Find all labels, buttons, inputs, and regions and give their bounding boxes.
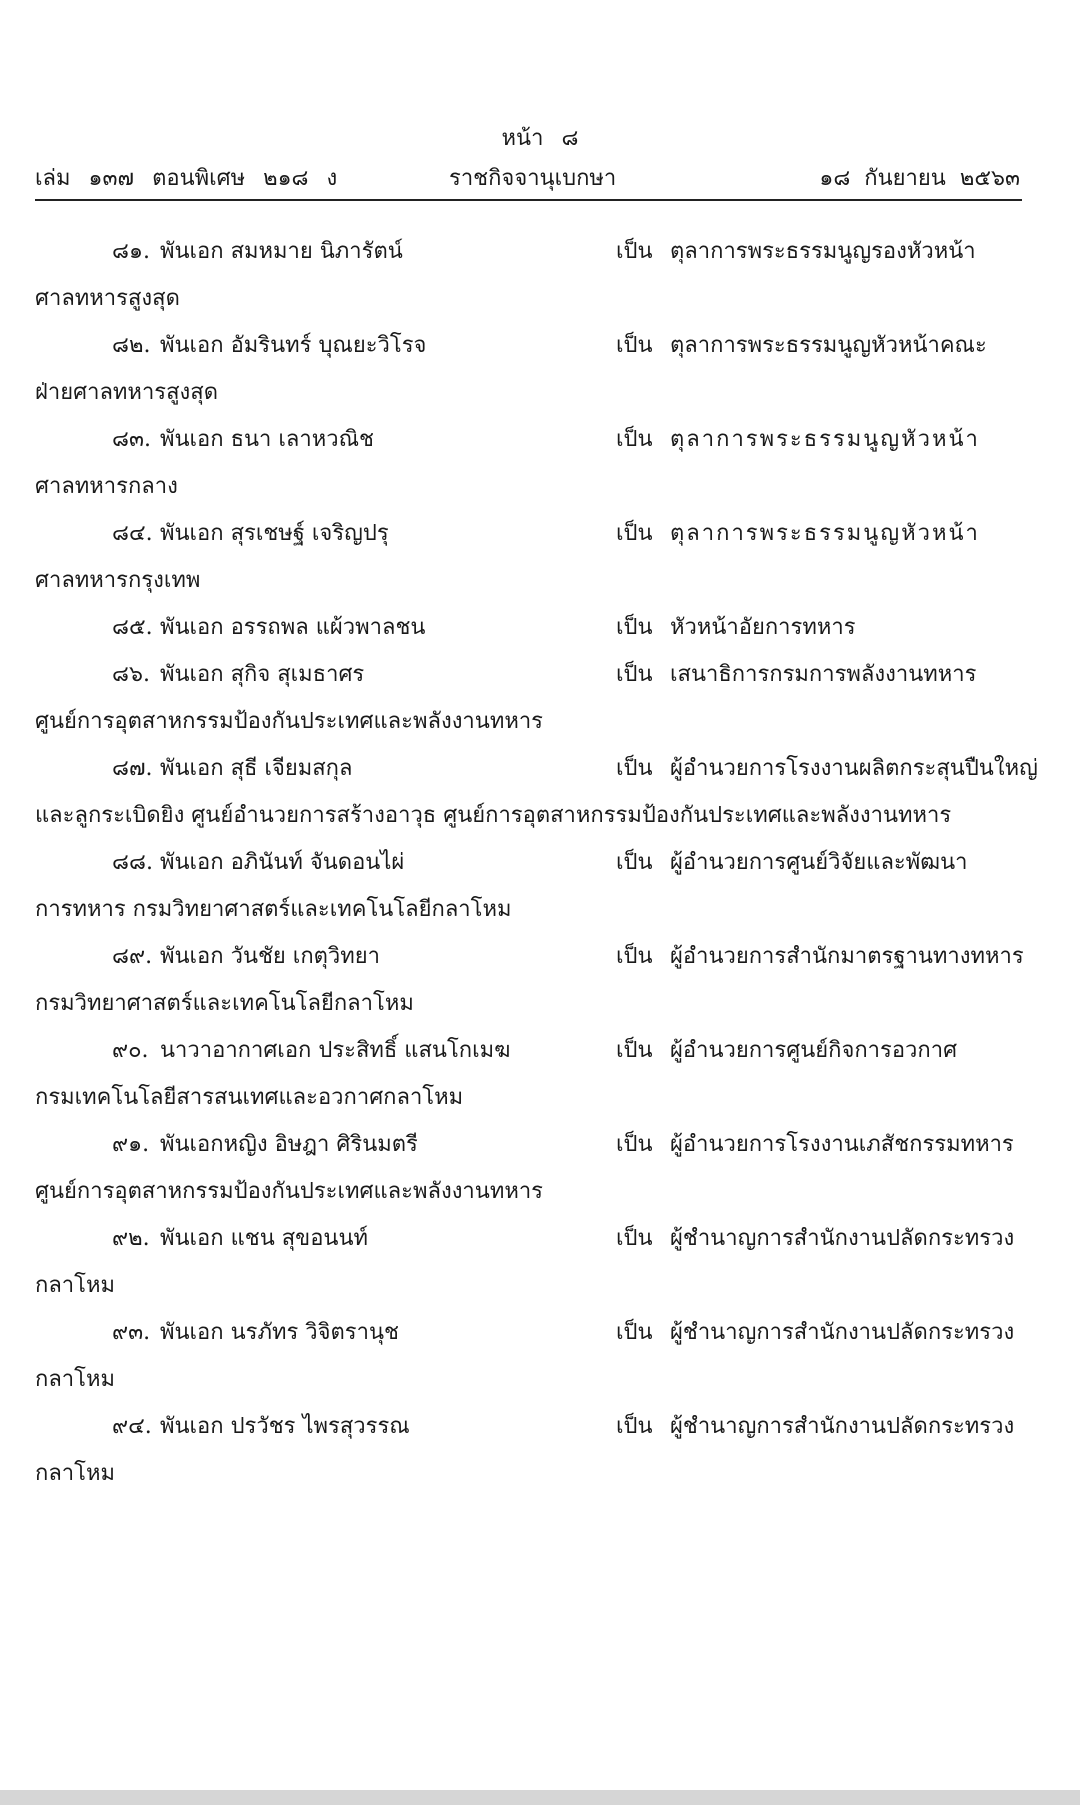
entry-number: ๘๙.: [112, 944, 153, 969]
publication-date: [805, 163, 1020, 195]
volume-number: ๑๓๗: [88, 166, 135, 191]
entry-verb: เป็น: [616, 615, 653, 640]
entry-verb: เป็น: [616, 1320, 653, 1345]
section-letter: ง: [326, 166, 338, 191]
entry-position: ผู้อำนวยการโรงงานผลิตกระสุนปืนใหญ่: [670, 756, 1038, 781]
entry-name: พันเอก อัมรินทร์ บุณยะวิโรจ: [160, 333, 427, 358]
volume-info: [35, 163, 355, 195]
appointment-entry: [35, 609, 1020, 656]
entry-continuation: ศาลทหารสูงสุด: [35, 286, 180, 311]
entry-name: พันเอก ธนา เลาหวณิช: [160, 427, 374, 452]
entry-continuation: การทหาร กรมวิทยาศาสตร์และเทคโนโลยีกลาโหม: [35, 897, 512, 922]
entry-name: พันเอก ปรวัชร ไพรสุวรรณ: [160, 1414, 410, 1439]
entry-verb: เป็น: [616, 1038, 653, 1063]
entry-number: ๘๓.: [112, 427, 152, 452]
entry-position: ผู้อำนวยการศูนย์วิจัยและพัฒนา: [670, 850, 968, 875]
entry-number: ๘๑.: [112, 239, 150, 264]
entry-verb: เป็น: [616, 850, 653, 875]
entry-name: พันเอก สุธี เจียมสกุล: [160, 756, 353, 781]
entry-verb: เป็น: [616, 944, 653, 969]
appointment-entry: [35, 1220, 1020, 1267]
appointment-entry: [35, 1314, 1020, 1361]
publication-title: ราชกิจจานุเบกษา: [449, 166, 617, 191]
entry-name: พันเอก อภินันท์ จันดอนไผ่: [160, 850, 405, 875]
entry-position: ตุลาการพระธรรมนูญรองหัวหน้า: [670, 239, 976, 264]
appointment-entry: [35, 1126, 1020, 1173]
appointment-entry: [35, 1032, 1020, 1079]
page-label: หน้า: [501, 126, 544, 151]
entry-number: ๘๘.: [112, 850, 153, 875]
entry-verb: เป็น: [616, 521, 653, 546]
entry-name: พันเอก วันชัย เกตุวิทยา: [160, 944, 381, 969]
appointment-entry: [35, 421, 1020, 468]
entry-position: ผู้ชำนาญการสำนักงานปลัดกระทรวง: [670, 1226, 1015, 1251]
entry-number: ๘๔.: [112, 521, 153, 546]
entry-number: ๘๒.: [112, 333, 151, 358]
page-number: ๘: [561, 126, 579, 151]
entry-position: ผู้ชำนาญการสำนักงานปลัดกระทรวง: [670, 1414, 1015, 1439]
entry-continuation: ศาลทหารกลาง: [35, 474, 178, 499]
appointment-entry: [35, 750, 1038, 797]
page-bottom-edge: [0, 1790, 1080, 1805]
entry-number: ๙๔.: [112, 1414, 152, 1439]
entry-number: ๙๓.: [112, 1320, 151, 1345]
entry-continuation: กรมเทคโนโลยีสารสนเทศและอวกาศกลาโหม: [35, 1085, 464, 1110]
page-number-line: [0, 124, 1080, 154]
entry-name: พันเอก แชน สุขอนนท์: [160, 1226, 368, 1251]
header-divider: [35, 199, 1022, 201]
entry-continuation: กลาโหม: [35, 1367, 115, 1392]
entry-number: ๙๒.: [112, 1226, 150, 1251]
entry-continuation: ฝ่ายศาลทหารสูงสุด: [35, 380, 218, 405]
entry-position: ตุลาการพระธรรมนูญหัวหน้า: [670, 521, 980, 546]
entry-continuation: ศูนย์การอุตสาหกรรมป้องกันประเทศและพลังงานทหาร: [35, 709, 543, 734]
entry-name: นาวาอากาศเอก ประสิทธิ์ แสนโกเมฆ: [160, 1038, 511, 1063]
appointment-entry: [35, 327, 1020, 374]
entry-position: ตุลาการพระธรรมนูญหัวหน้า: [670, 427, 980, 452]
entry-continuation: กรมวิทยาศาสตร์และเทคโนโลยีกลาโหม: [35, 991, 414, 1016]
date-day: ๑๘: [819, 166, 851, 191]
appointment-entry: [35, 1408, 1020, 1455]
entry-continuation: ศูนย์การอุตสาหกรรมป้องกันประเทศและพลังงานทหาร: [35, 1179, 543, 1204]
appointment-entry: [35, 656, 1020, 703]
entry-number: ๘๗.: [112, 756, 153, 781]
section-number: ๒๑๘: [263, 166, 309, 191]
appointment-entry: [35, 938, 1024, 985]
entry-name: พันเอก สมหมาย นิภารัตน์: [160, 239, 403, 264]
appointment-entry: [35, 844, 1020, 891]
entry-verb: เป็น: [616, 239, 653, 264]
entry-verb: เป็น: [616, 333, 653, 358]
appointment-entry: [35, 233, 1020, 280]
entry-name: พันเอกหญิง อิษฎา ศิรินมตรี: [160, 1132, 418, 1157]
entry-number: ๙๐.: [112, 1038, 149, 1063]
entry-continuation: ศาลทหารกรุงเทพ: [35, 568, 201, 593]
date-year: ๒๕๖๓: [959, 166, 1020, 191]
entry-continuation: กลาโหม: [35, 1273, 115, 1298]
entry-number: ๘๖.: [112, 662, 150, 687]
entry-position: หัวหน้าอัยการทหาร: [670, 615, 856, 640]
entry-number: ๙๑.: [112, 1132, 150, 1157]
entry-verb: เป็น: [616, 427, 653, 452]
entry-position: ผู้อำนวยการศูนย์กิจการอวกาศ: [670, 1038, 958, 1063]
appointment-entry: [35, 515, 1020, 562]
date-month: กันยายน: [864, 166, 946, 191]
entry-verb: เป็น: [616, 662, 653, 687]
entry-continuation: กลาโหม: [35, 1461, 115, 1486]
entry-position: ตุลาการพระธรรมนูญหัวหน้าคณะ: [670, 333, 987, 358]
entry-name: พันเอก สุรเชษฐ์ เจริญปรุ: [160, 521, 389, 546]
volume-label: เล่ม: [35, 166, 71, 191]
appointment-list: [35, 233, 1038, 1502]
entry-verb: เป็น: [616, 1226, 653, 1251]
entry-name: พันเอก อรรถพล แผ้วพาลชน: [160, 615, 426, 640]
entry-verb: เป็น: [616, 1132, 653, 1157]
section-label: ตอนพิเศษ: [152, 166, 246, 191]
entry-position: ผู้อำนวยการโรงงานเภสัชกรรมทหาร: [670, 1132, 1014, 1157]
entry-name: พันเอก นรภัทร วิจิตรานุช: [160, 1320, 399, 1345]
entry-position: เสนาธิการกรมการพลังงานทหาร: [670, 662, 977, 687]
entry-position: ผู้ชำนาญการสำนักงานปลัดกระทรวง: [670, 1320, 1015, 1345]
entry-name: พันเอก สุกิจ สุเมธาศร: [160, 662, 365, 687]
gazette-header: [35, 163, 1020, 197]
entry-verb: เป็น: [616, 1414, 653, 1439]
entry-verb: เป็น: [616, 756, 653, 781]
entry-number: ๘๕.: [112, 615, 153, 640]
entry-position: ผู้อำนวยการสำนักมาตรฐานทางทหาร: [670, 944, 1024, 969]
entry-continuation: และลูกระเบิดยิง ศูนย์อำนวยการสร้างอาวุธ ศูนย์การอุตสาหกรรมป้องกันประเทศและพลังงานทหาร: [35, 803, 952, 828]
